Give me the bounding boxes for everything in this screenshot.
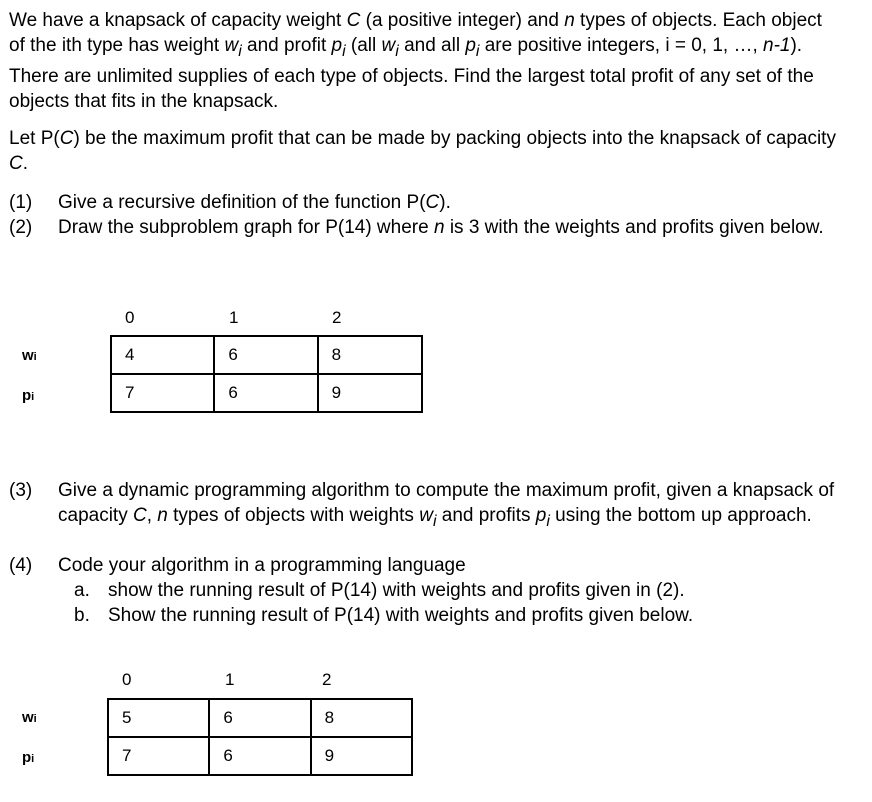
question-4 <box>0 553 872 578</box>
table-row <box>108 699 412 737</box>
table-cell: 5 <box>108 699 209 737</box>
table-2-header-1: 1 <box>225 670 235 689</box>
table-cell: 7 <box>111 374 214 412</box>
table-1-grid <box>110 335 423 413</box>
question-1-text: Give a recursive definition of the function P(C). <box>58 192 451 213</box>
table-row <box>108 737 412 775</box>
table-cell: 9 <box>311 737 412 775</box>
question-4b: b. Show the running result of P(14) with weights and profits given below. <box>74 605 694 626</box>
table-row <box>111 336 422 374</box>
table-1-weight-label: wi <box>22 347 37 364</box>
table-cell: 8 <box>311 699 412 737</box>
question-4-text: Code your algorithm in a programming language <box>58 555 466 576</box>
table-2-weight-label: wi <box>22 709 37 726</box>
definition-paragraph: Let P(C) be the maximum profit that can be made by packing objects into the knapsack of capacity C. <box>9 128 836 174</box>
table-1-header-2: 2 <box>332 308 342 327</box>
table-row <box>111 374 422 412</box>
question-2-text: Draw the subproblem graph for P(14) where n is 3 with the weights and profits given below. <box>58 217 824 238</box>
table-cell: 6 <box>209 699 310 737</box>
table-1-header-1: 1 <box>229 308 239 327</box>
table-2-header-2: 2 <box>322 670 332 689</box>
table-1-header-0: 0 <box>125 308 135 327</box>
question-1 <box>0 190 872 215</box>
question-2 <box>0 215 872 265</box>
table-cell: 9 <box>318 374 422 412</box>
table-cell: 6 <box>209 737 310 775</box>
question-2-number: (2) <box>9 217 33 238</box>
problem-statement: We have a knapsack of capacity weight C (a positive integer) and n types of objects. Each object of the ith type has weight $w_i$ and profit $p_i$ (all $w_i$ and all $p_i$ are positive integers, i = 0, 1, …, n-1). There are unlimited supplies of each type of objects. Find the largest total profit of any set of the objects that fits in the knapsack. <box>9 10 822 112</box>
table-cell: 6 <box>214 336 317 374</box>
table-1-profit-label: pi <box>22 387 35 404</box>
question-3 <box>0 478 872 553</box>
table-cell: 7 <box>108 737 209 775</box>
question-4-number: (4) <box>9 555 33 576</box>
question-3-number: (3) <box>9 480 33 501</box>
table-2-profit-label: pi <box>22 749 35 766</box>
table-cell: 8 <box>318 336 422 374</box>
table-cell: 6 <box>214 374 317 412</box>
table-cell: 4 <box>111 336 214 374</box>
table-2-grid <box>107 698 413 776</box>
question-1-number: (1) <box>9 192 33 213</box>
question-4a: a. show the running result of P(14) with weights and profits given in (2). <box>74 580 685 601</box>
table-2-header-0: 0 <box>122 670 132 689</box>
question-3-text: Give a dynamic programming algorithm to compute the maximum profit, given a knapsack of capacity C, n types of objects with weights $w_i$ and profits $p_i$ using the bottom up approach. <box>58 480 835 530</box>
